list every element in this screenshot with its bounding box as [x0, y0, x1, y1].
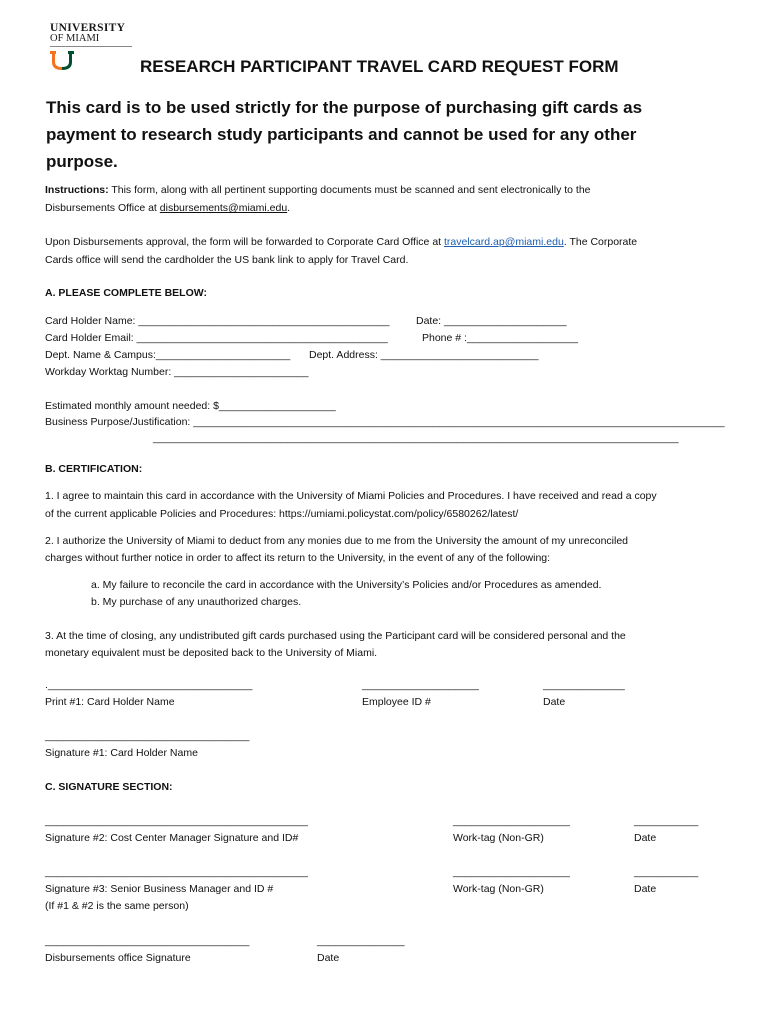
worktag-3-line[interactable]: ____________________	[453, 866, 570, 878]
section-a-heading: A. PLEASE COMPLETE BELOW:	[45, 287, 207, 299]
date-field[interactable]: Date: _____________________	[416, 315, 567, 327]
signature-3-line[interactable]: _____________________________________________	[45, 866, 308, 878]
instructions-line-1	[45, 184, 591, 196]
estimated-amount-field[interactable]: Estimated monthly amount needed: $____________________	[45, 400, 336, 412]
disbursements-date-label: Date	[317, 952, 340, 964]
employee-id-label: Employee ID #	[362, 696, 431, 708]
signature-3-label: Signature #3: Senior Business Manager and ID #	[45, 883, 274, 895]
disbursements-signature-line[interactable]: ___________________________________	[45, 935, 250, 947]
print-name-line[interactable]: .___________________________________	[45, 679, 253, 691]
certification-3-line-2: monetary equivalent must be deposited back to the University of Miami.	[45, 647, 378, 659]
form-title: RESEARCH PARTICIPANT TRAVEL CARD REQUEST FORM	[140, 57, 619, 76]
approval-line-2: Cards office will send the cardholder the US bank link to apply for Travel Card.	[45, 254, 409, 266]
approval-text-1a: Upon Disbursements approval, the form will be forwarded to Corporate Card Office at	[45, 236, 444, 248]
instructions-text-2a: Disbursements Office at	[45, 202, 160, 214]
signature-2-line[interactable]: _____________________________________________	[45, 815, 308, 827]
dept-name-campus-field[interactable]: Dept. Name & Campus:_______________________	[45, 349, 291, 361]
date-2-label: Date	[634, 832, 657, 844]
travelcard-email-link[interactable]: travelcard.ap@miami.edu	[444, 236, 564, 248]
signature-1-line[interactable]: ___________________________________	[45, 730, 250, 742]
certification-2-line-1: 2. I authorize the University of Miami to deduct from any monies due to me from the University the amount of my unreconciled	[45, 535, 629, 547]
instructions-period: .	[287, 202, 291, 214]
date-2-line[interactable]: ___________	[634, 815, 699, 827]
approval-line-1	[45, 236, 637, 248]
university-u-logo-icon	[50, 51, 74, 71]
date-3-label: Date	[634, 883, 657, 895]
worktag-3-label: Work-tag (Non-GR)	[453, 883, 544, 895]
business-purpose-line-2[interactable]: __________________________________________________________________________________________	[153, 432, 679, 444]
logo-divider	[50, 46, 132, 47]
card-purpose-statement: This card is to be used strictly for the purpose of purchasing gift cards as payment to research study participants and cannot be used for any other purpose.	[46, 98, 643, 171]
logo-of-miami-text: OF MIAMI	[50, 33, 100, 44]
disbursements-signature-label: Disbursements office Signature	[45, 952, 191, 964]
worktag-2-line[interactable]: ____________________	[453, 815, 570, 827]
signature-2-label: Signature #2: Cost Center Manager Signature and ID#	[45, 832, 299, 844]
cert-date-line[interactable]: ______________	[543, 679, 625, 691]
disbursements-date-line[interactable]: _______________	[317, 935, 405, 947]
worktag-2-label: Work-tag (Non-GR)	[453, 832, 544, 844]
workday-worktag-field[interactable]: Workday Worktag Number: _______________________	[45, 366, 309, 378]
business-purpose-field[interactable]: Business Purpose/Justification: ___________________________________________________________________________________________	[45, 416, 725, 428]
signature-1-label: Signature #1: Card Holder Name	[45, 747, 198, 759]
signature-3-note: (If #1 & #2 is the same person)	[45, 900, 189, 912]
section-c-heading: C. SIGNATURE SECTION:	[45, 781, 173, 793]
phone-field[interactable]: Phone # :___________________	[422, 332, 578, 344]
certification-2-line-2: charges without further notice in order to affect its return to the University, in the event of any of the following:	[45, 552, 551, 564]
card-holder-email-field[interactable]: Card Holder Email: ___________________________________________	[45, 332, 388, 344]
logo-university-text: UNIVERSITY	[50, 22, 126, 34]
dept-address-field[interactable]: Dept. Address: ___________________________	[309, 349, 539, 361]
date-3-line[interactable]: ___________	[634, 866, 699, 878]
disbursements-email-link[interactable]: disbursements@miami.edu	[159, 202, 288, 214]
employee-id-line[interactable]: ____________________	[362, 679, 479, 691]
certification-1-line-2: of the current applicable Policies and Procedures: https://umiami.policystat.com/policy/6580262/latest/	[45, 508, 519, 520]
certification-1-line-1: 1. I agree to maintain this card in accordance with the University of Miami Policies and Procedures. I have received and read a copy	[45, 490, 657, 502]
print-name-label: Print #1: Card Holder Name	[45, 696, 175, 708]
condition-a: a. My failure to reconcile the card in accordance with the University’s Policies and/or Procedures as amended.	[91, 579, 602, 591]
instructions-text-1: This form, along with all pertinent supporting documents must be scanned and sent electronically to the	[108, 184, 591, 196]
card-holder-name-field[interactable]: Card Holder Name: ___________________________________________	[45, 315, 390, 327]
approval-text-1b: . The Corporate	[563, 236, 638, 248]
cert-date-label: Date	[543, 696, 566, 708]
certification-3-line-1: 3. At the time of closing, any undistributed gift cards purchased using the Participant card will be considered personal and the	[45, 630, 626, 642]
condition-b: b. My purchase of any unauthorized charges.	[91, 596, 302, 608]
instructions-line-2	[45, 202, 290, 214]
instructions-label: Instructions:	[45, 184, 109, 196]
section-b-heading: B. CERTIFICATION:	[45, 463, 143, 475]
